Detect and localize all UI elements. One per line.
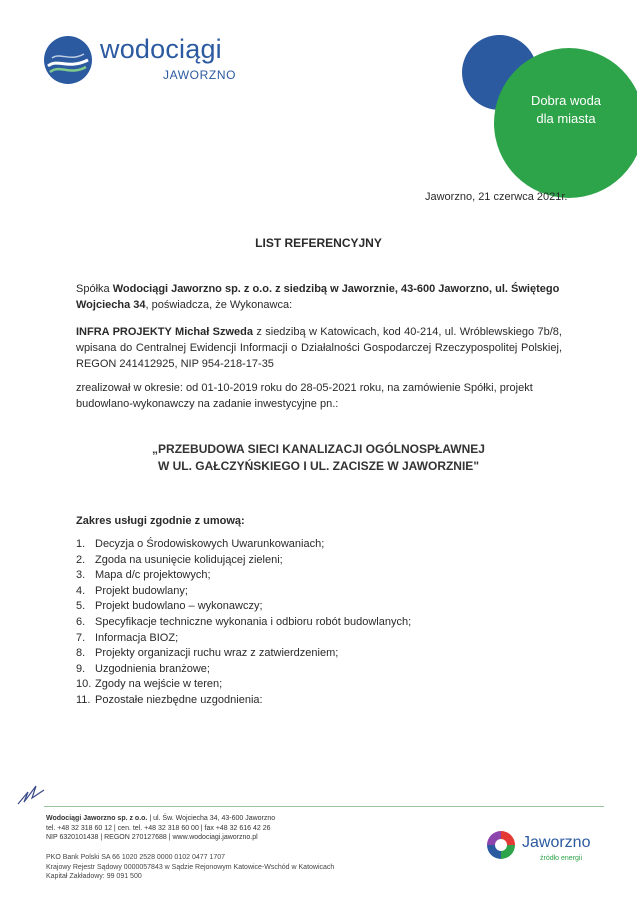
city-logo-name: Jaworzno bbox=[522, 834, 591, 851]
scope-item-number: 6. bbox=[76, 615, 86, 628]
scope-item-text: Pozostałe niezbędne uzgodnienia: bbox=[95, 693, 263, 706]
footer-contact bbox=[46, 814, 376, 843]
scope-item bbox=[76, 615, 546, 631]
scope-item-number: 2. bbox=[76, 553, 86, 566]
scope-item bbox=[76, 646, 546, 662]
footer-address: | ul. Św. Wojciecha 34, 43-600 Jaworzno bbox=[147, 815, 276, 822]
scope-item-number: 4. bbox=[76, 584, 86, 597]
project-title-line-2: W UL. GAŁCZYŃSKIEGO I UL. ZACISZE W JAWORZNIE" bbox=[157, 459, 480, 473]
scope-item-number: 10. bbox=[76, 678, 92, 691]
city-logo-subtitle: źródło energii bbox=[540, 855, 583, 862]
slogan-line-1: Dobra woda bbox=[530, 93, 602, 108]
wodociagi-logo-icon bbox=[44, 36, 92, 84]
scope-item-text: Informacja BIOZ; bbox=[95, 631, 179, 644]
scope-item bbox=[76, 677, 546, 693]
signature-icon bbox=[14, 778, 54, 808]
scope-item-text: Zgody na wejście w teren; bbox=[95, 678, 223, 691]
jaworzno-city-logo-icon bbox=[484, 828, 518, 862]
scope-item-number: 11. bbox=[76, 693, 91, 706]
scope-item-text: Projekt budowlano – wykonawczy; bbox=[95, 600, 263, 613]
contractor-paragraph bbox=[76, 324, 562, 372]
document-title: LIST REFERENCYJNY bbox=[255, 236, 382, 250]
footer-company-line bbox=[46, 814, 376, 824]
intro-paragraph bbox=[76, 281, 562, 313]
brand-subtitle: JAWORZNO bbox=[163, 68, 237, 82]
intro-company: Wodociągi Jaworzno sp. z o.o. z siedzibą w Jaworznie, 43-600 Jaworzno, ul. Świętego Wojciecha 34 bbox=[76, 283, 560, 311]
scope-item bbox=[76, 584, 546, 600]
scope-item-text: Zgoda na usunięcie kolidującej zieleni; bbox=[95, 553, 283, 566]
footer-bank-account: PKO Bank Polski SA 66 1020 2528 0000 0102 0477 1707 bbox=[46, 854, 226, 861]
scope-item bbox=[76, 537, 546, 553]
intro-suffix: , poświadcza, że Wykonawca: bbox=[145, 299, 293, 311]
footer-company: Wodociągi Jaworzno sp. z o.o. bbox=[46, 815, 148, 822]
footer-registry bbox=[46, 853, 446, 882]
contractor-name: INFRA PROJEKTY Michał Szweda bbox=[76, 326, 253, 338]
project-title bbox=[0, 441, 637, 475]
realized-paragraph: zrealizował w okresie: od 01-10-2019 roku do 28-05-2021 roku, na zamówienie Spółki, projekt budowlano-wykonawczy na zadanie inwestycyjne pn.: bbox=[76, 382, 533, 410]
scope-item-text: Decyzja o Środowiskowych Uwarunkowaniach; bbox=[95, 538, 325, 550]
scope-item bbox=[76, 568, 546, 584]
footer-capital: Kapitał Zakładowy: 99 091 500 bbox=[46, 873, 142, 881]
slogan bbox=[506, 92, 626, 128]
scope-item-text: Mapa d/c projektowych; bbox=[95, 569, 211, 582]
scope-heading: Zakres usługi zgodnie z umową: bbox=[76, 515, 245, 527]
scope-item-text: Projekt budowlany; bbox=[95, 584, 188, 597]
scope-item-number: 8. bbox=[76, 647, 86, 660]
scope-list bbox=[76, 537, 546, 709]
scope-item-text: Projekty organizacji ruchu wraz z zatwierdzeniem; bbox=[95, 647, 339, 660]
footer-ids: NIP 6320101438 | REGON 270127688 | www.wodociagi.jaworzno.pl bbox=[46, 834, 258, 842]
footer-krs: Krajowy Rejestr Sądowy 0000057843 w Sądzie Rejonowym Katowice-Wschód w Katowicach bbox=[46, 863, 335, 871]
letter-date: Jaworzno, 21 czerwca 2021r. bbox=[425, 191, 568, 203]
scope-item bbox=[76, 631, 546, 647]
scope-item bbox=[76, 599, 546, 615]
intro-prefix: Spółka bbox=[76, 283, 113, 295]
scope-item bbox=[76, 693, 546, 709]
scope-item bbox=[76, 553, 546, 569]
slogan-line-2: dla miasta bbox=[536, 111, 596, 126]
scope-item-number: 7. bbox=[76, 631, 86, 644]
project-title-line-1: „PRZEBUDOWA SIECI KANALIZACJI OGÓLNOSPŁAWNEJ bbox=[152, 442, 485, 456]
footer-phones: tel. +48 32 318 60 12 | cen. tel. +48 32 318 60 00 | fax +48 32 616 42 26 bbox=[46, 824, 271, 832]
contractor-details: z siedzibą w Katowicach, kod 40-214, ul. Wróblewskiego 7b/8, wpisana do Centralnej Ewidencji Informacji o Działalności Gospodarczej Rzeczypospolitej Polskiej, REGON 241412925, NIP 954-218-17-35 bbox=[76, 326, 562, 370]
scope-item-text: Specyfikacje techniczne wykonania i odbioru robót budowlanych; bbox=[95, 615, 412, 628]
scope-item-text: Uzgodnienia branżowe; bbox=[95, 662, 210, 675]
scope-item-number: 9. bbox=[76, 662, 86, 675]
scope-item bbox=[76, 662, 546, 678]
brand-name: wodociągi bbox=[100, 34, 222, 64]
scope-item-number: 3. bbox=[76, 569, 86, 582]
footer-divider bbox=[44, 806, 604, 807]
scope-item-number: 5. bbox=[76, 600, 86, 613]
scope-item-number: 1. bbox=[76, 538, 86, 550]
